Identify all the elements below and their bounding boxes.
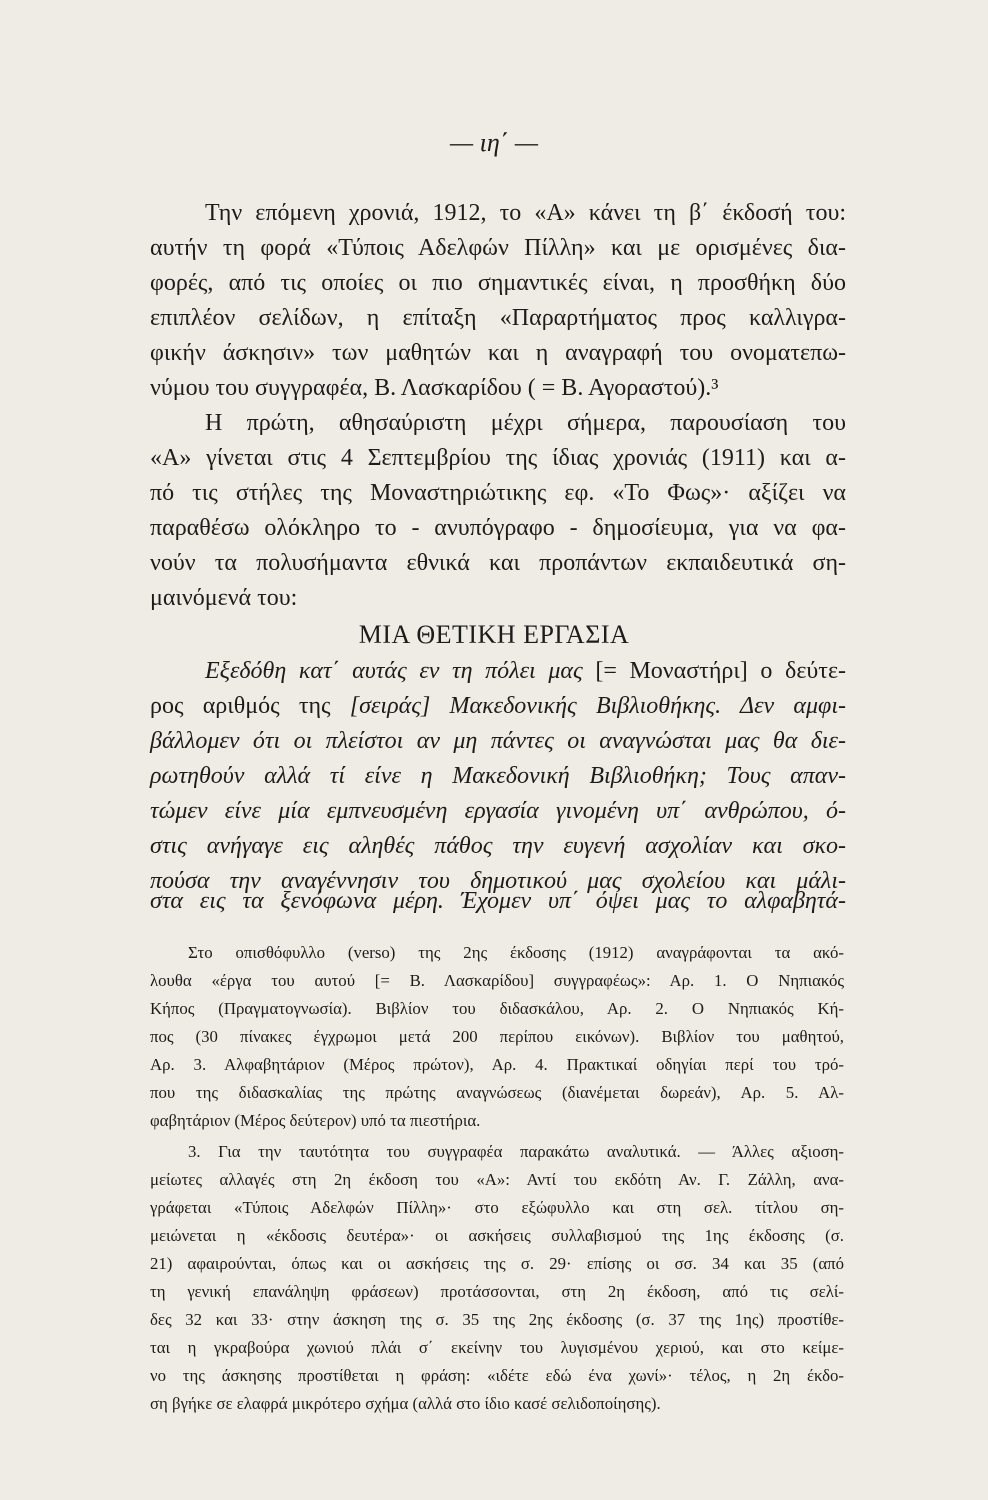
article-title: ΜΙΑ ΘΕΤΙΚΗ ΕΡΓΑΣΙΑ	[358, 620, 630, 649]
text-line: Η πρώτη, αθησαύριστη μέχρι σήμερα, παρουσίαση του	[205, 410, 846, 436]
footnote-line: γράφεται «Τύποις Αδελφών Πίλλη»· στο εξώφυλλο και στη σελ. τίτλου ση-	[150, 1198, 844, 1217]
footnote-line: 21) αφαιρούνται, όπως και οι ασκήσεις της σ. 29· επίσης οι σσ. 34 και 35 (από	[150, 1254, 844, 1273]
text-line: παραθέσω ολόκληρο το - ανυπόγραφο - δημοσίευμα, για να φα-	[150, 515, 846, 541]
text-line: πούσα την αναγέννησιν του δημοτικού μας σχολείου και μάλι-	[150, 868, 846, 894]
text-line: στα εις τα ξενόφωνα μέρη. Έχομεν υπ΄ όψει μας το αλφαβητά-	[150, 888, 846, 914]
text-line: νύμου του συγγραφέα, Β. Λασκαρίδου ( = Β. Αγοραστού).³	[150, 375, 719, 401]
text-line: Την επόμενη χρονιά, 1912, το «Α» κάνει τη β΄ έκδοσή του:	[205, 200, 846, 226]
text-line: νούν τα πολυσήμαντα εθνικά και προπάντων εκπαιδευτικά ση-	[150, 550, 846, 576]
text-line: επιπλέον σελίδων, η επίταξη «Παραρτήματος προς καλλιγρα-	[150, 305, 846, 331]
text-span: [= Μοναστήρι]	[595, 658, 748, 684]
text-line: φικήν άσκησιν» των μαθητών και η αναγραφή του ονοματεπω-	[150, 340, 846, 366]
text-span: ρος αριθμός της	[150, 693, 350, 719]
footnote-line: 3. Για την ταυτότητα του συγγραφέα παρακάτω αναλυτικά. — Άλλες αξιοση-	[188, 1142, 844, 1161]
text-line: ρωτηθούν αλλά τί είνε η Μακεδονική Βιβλιοθήκη; Τους απαν-	[150, 763, 846, 789]
text-line: πό τις στήλες της Μοναστηριώτικης εφ. «Το Φως»· αξίζει να	[150, 480, 846, 506]
text-line	[205, 656, 846, 686]
footnote-line: ται η γκραβούρα χωνιού πλάι σ΄ εκείνην του λυγισμένου χεριού, και στο κείμε-	[150, 1338, 844, 1357]
text-line: βάλλομεν ότι οι πλείστοι αν μη πάντες οι αναγνώσται μας θα διε-	[150, 728, 846, 754]
text-line: μαινόμενά του:	[150, 585, 298, 611]
footnote-line: Στο οπισθόφυλλο (verso) της 2ης έκδοσης (1912) αναγράφονται τα ακό-	[188, 943, 844, 962]
footnote-line: τη γενική επανάληψη φράσεων) προτάσσονται, στη 2η έκδοση, από τις σελί-	[150, 1282, 844, 1301]
footnote-line: δες 32 και 33· στην άσκηση της σ. 35 της 2ης έκδοσης (σ. 37 της 1ης) προστίθε-	[150, 1310, 844, 1329]
footnote-line: ση βγήκε σε ελαφρά μικρότερο σχήμα (αλλά στο ίδιο κασέ σελιδοποίησης).	[150, 1394, 661, 1413]
footnote-line: μείωτες αλλαγές στη 2η έκδοση του «Α»: Αντί του εκδότη Αν. Γ. Ζάλλη, ανα-	[150, 1170, 844, 1189]
text-span: [σειράς] Μακεδονικής Βιβλιοθήκης. Δεν αμφι-	[349, 693, 846, 719]
text-line	[150, 691, 846, 721]
text-span: Εξεδόθη κατ΄ αυτάς εν τη πόλει μας	[205, 658, 596, 684]
text-line: τώμεν είνε μία εμπνευσμένη εργασία γινομένη υπ΄ ανθρώπου, ό-	[150, 798, 846, 824]
page-number: — ιη΄ —	[449, 128, 539, 157]
footnote-line: Κήπος (Πραγματογνωσία). Βιβλίον του διδασκάλου, Αρ. 2. Ο Νηπιακός Κή-	[150, 999, 844, 1018]
text-line: φορές, από τις οποίες οι πιο σημαντικές είναι, η προσθήκη δύο	[150, 270, 846, 296]
text-line: στις ανήγαγε εις αληθές πάθος την ευγενή ασχολίαν και σκο-	[150, 833, 846, 859]
footnote-line: μειώνεται η «έκδοσις δευτέρα»· οι ασκήσεις συλλαβισμού της 1ης έκδοσης (σ.	[150, 1226, 844, 1245]
footnote-line: πος (30 πίνακες έγχρωμοι μετά 200 περίπου εικόνων). Βιβλίον του μαθητού,	[150, 1027, 844, 1046]
footnote-line: Αρ. 3. Αλφαβητάριον (Μέρος πρώτον), Αρ. 4. Πρακτικαί οδηγίαι περί του τρό-	[150, 1055, 844, 1074]
text-line: «Α» γίνεται στις 4 Σεπτεμβρίου της ίδιας χρονιάς (1911) και α-	[150, 445, 846, 471]
footnote-line: λουθα «έργα του αυτού [= Β. Λασκαρίδου] συγγραφέως»: Αρ. 1. Ο Νηπιακός	[150, 971, 844, 990]
footnote-line: που της διδασκαλίας της πρώτης αναγνώσεως (διανέμεται δωρεάν), Αρ. 5. Αλ-	[150, 1083, 844, 1102]
footnote-line: φαβητάριον (Μέρος δεύτερον) υπό τα πιεστήρια.	[150, 1111, 481, 1130]
text-span: ο δεύτε-	[747, 658, 847, 684]
text-line: αυτήν τη φορά «Τύποις Αδελφών Πίλλη» και με ορισμένες δια-	[150, 235, 846, 261]
footnote-line: νο της άσκησης προστίθεται η φράση: «ιδέτε εδώ ένα χωνί»· τέλος, η 2η έκδο-	[150, 1366, 844, 1385]
